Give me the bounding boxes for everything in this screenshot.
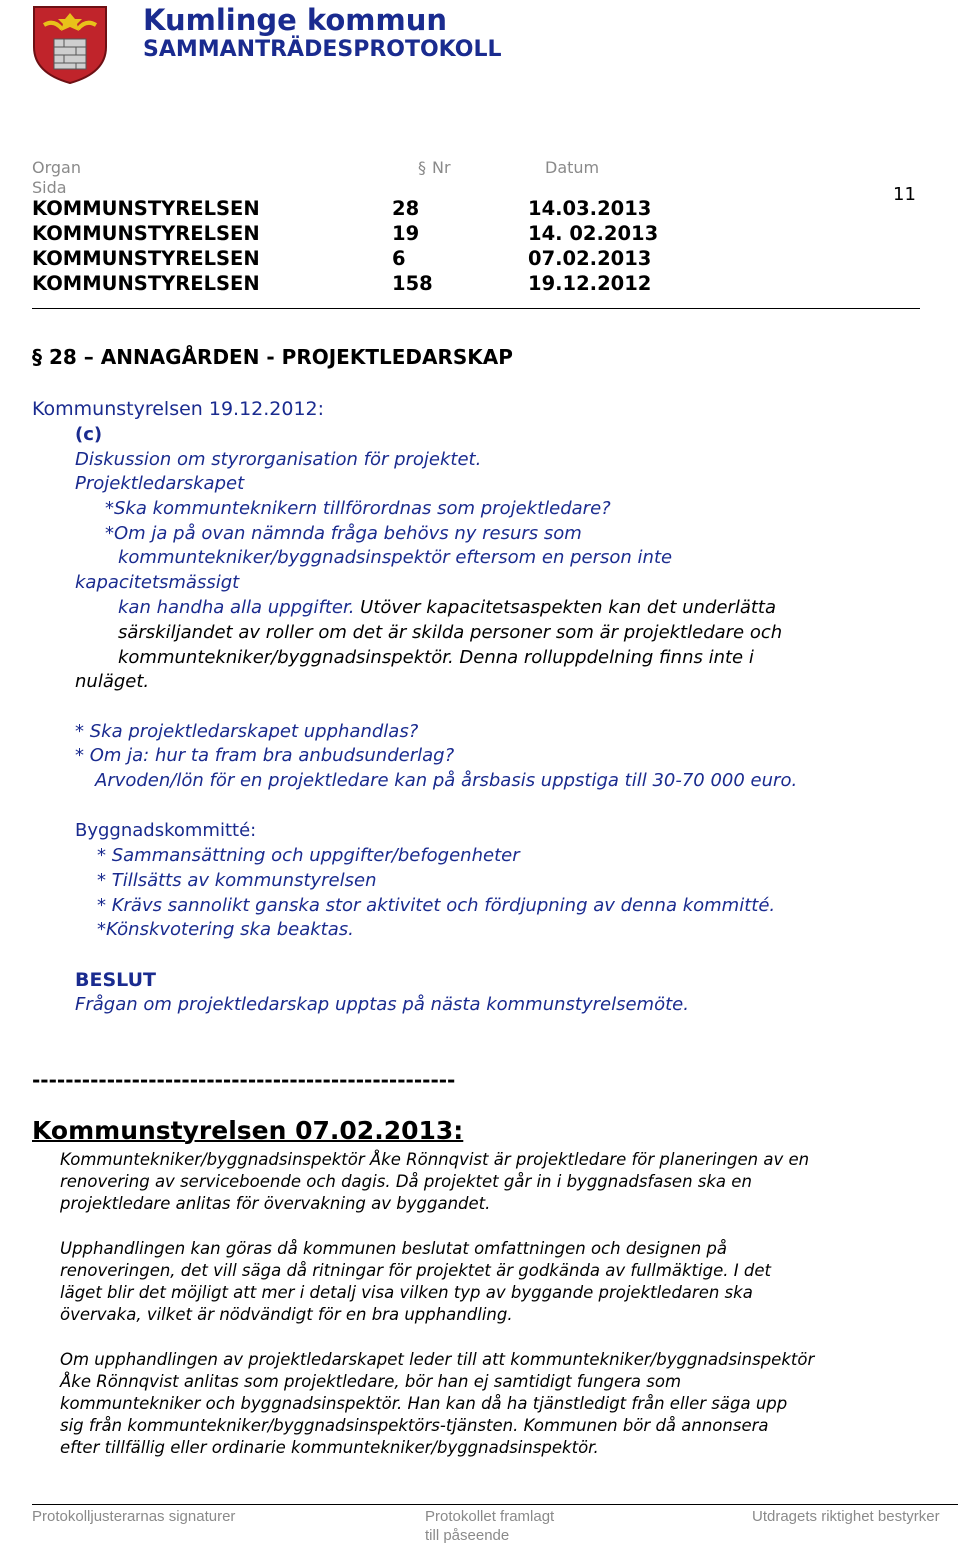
ks2013-line: projektledare anlitas för övervakning av byggandet. <box>60 1194 491 1213</box>
ks2013-line: Åke Rönnqvist anlitas som projektledare, bör han ej samtidigt fungera som <box>60 1372 682 1391</box>
ks2012-line: kapacitetsmässigt <box>75 572 240 593</box>
row-nr: 19 <box>392 222 420 245</box>
organ-label: Organ <box>32 158 81 177</box>
section-title: 28 – ANNAGÅRDEN - PROJEKTLEDARSKAP <box>48 345 513 369</box>
ks2012-line: Byggnadskommitté: <box>75 820 257 841</box>
ks2012-line: *Könskvotering ska beaktas. <box>97 919 354 940</box>
ks2012-line: * Om ja: hur ta fram bra anbudsunderlag? <box>75 745 455 766</box>
ks2012-line-part: Utöver kapacitetsaspekten kan det underlätta <box>360 597 776 618</box>
ks2013-title: Kommunstyrelsen 07.02.2013: <box>32 1116 464 1145</box>
row-organ: KOMMUNSTYRELSEN <box>32 222 260 245</box>
beslut-label: BESLUT <box>75 969 156 991</box>
ks2013-line: efter tillfällig eller ordinarie kommuntekniker/byggnadsinspektör. <box>60 1438 599 1457</box>
footer-utdrag: Utdragets riktighet bestyrker <box>752 1508 940 1525</box>
beslut-text: Frågan om projektledarskap upptas på nästa kommunstyrelsemöte. <box>75 994 689 1015</box>
ks2012-line <box>118 597 776 618</box>
ks2012-line: kommuntekniker/byggnadsinspektör eftersom en person inte <box>118 547 673 568</box>
row-nr: 6 <box>392 247 406 270</box>
section-heading <box>32 345 513 369</box>
ks2012-line: Projektledarskapet <box>75 473 245 494</box>
datum-label: Datum <box>545 158 600 177</box>
ks2012-line: * Tillsätts av kommunstyrelsen <box>97 870 377 891</box>
nr-label: Nr <box>432 158 451 177</box>
footer-framlagt: Protokollet framlagt <box>425 1508 555 1525</box>
row-organ: KOMMUNSTYRELSEN <box>32 272 260 295</box>
ks2013-line: Om upphandlingen av projektledarskapet leder till att kommuntekniker/byggnadsinspektör <box>60 1350 815 1369</box>
sida-label: Sida <box>32 178 67 197</box>
document-type: SAMMANTRÄDESPROTOKOLL <box>143 37 502 62</box>
ks2013-line: övervaka, vilket är nödvändigt för en bra upphandling. <box>60 1305 513 1324</box>
ks2012-line: särskiljandet av roller om det är skilda personer som är projektledare och <box>118 622 783 643</box>
ks2012-line: kommuntekniker/byggnadsinspektör. Denna rolluppdelning finns inte i <box>118 647 754 668</box>
ks2013-line: Kommuntekniker/byggnadsinspektör Åke Rönnqvist är projektledare för planeringen av en <box>60 1150 810 1169</box>
ks2012-line: * Sammansättning och uppgifter/befogenheter <box>97 845 520 866</box>
ks2013-line: kommuntekniker och byggnadsinspektör. Han kan då ha tjänstledigt från eller säga upp <box>60 1394 788 1413</box>
header-divider <box>32 308 920 309</box>
ks2012-title: Kommunstyrelsen 19.12.2012: <box>32 398 325 420</box>
ks2013-line: Upphandlingen kan göras då kommunen beslutat omfattningen och designen på <box>60 1239 728 1258</box>
ks2013-line: sig från kommuntekniker/byggnadsinspektörs-tjänsten. Kommunen bör då annonsera <box>60 1416 769 1435</box>
ks2012-line: *Om ja på ovan nämnda fråga behövs ny resurs som <box>105 523 582 544</box>
section-sign-icon: § <box>418 158 426 177</box>
ks2012-label-c: (c) <box>75 424 103 445</box>
ks2012-line: nuläget. <box>75 671 150 692</box>
ks2012-line: * Ska projektledarskapet upphandlas? <box>75 721 419 742</box>
municipal-coat-of-arms <box>30 3 110 85</box>
row-datum: 19.12.2012 <box>528 272 652 295</box>
footer-divider <box>32 1504 958 1505</box>
row-datum: 14. 02.2013 <box>528 222 659 245</box>
ks2012-line: Diskussion om styrorganisation för projektet. <box>75 449 482 470</box>
ks2013-line: renovering av serviceboende och dagis. Då projektet går in i byggnadsfasen ska en <box>60 1172 752 1191</box>
municipality-name: Kumlinge kommun <box>143 3 448 37</box>
row-organ: KOMMUNSTYRELSEN <box>32 197 260 220</box>
ks2012-line: Arvoden/lön för en projektledare kan på årsbasis uppstiga till 30-70 000 euro. <box>95 770 798 791</box>
dashed-separator: --------------------------------------------------- <box>32 1068 456 1092</box>
section-sign-icon: § <box>32 345 42 369</box>
ks2012-line-part: kan handha alla uppgifter. <box>118 597 355 618</box>
ks2012-line: * Krävs sannolikt ganska stor aktivitet och fördjupning av denna kommitté. <box>97 895 776 916</box>
row-datum: 14.03.2013 <box>528 197 652 220</box>
footer-framlagt-2: till påseende <box>425 1527 510 1544</box>
row-nr: 28 <box>392 197 420 220</box>
page-number: 11 <box>893 184 916 205</box>
ks2012-line: *Ska kommunteknikern tillförordnas som projektledare? <box>105 498 611 519</box>
row-organ: KOMMUNSTYRELSEN <box>32 247 260 270</box>
ks2013-line: renoveringen, det vill säga då ritningar för projektet är godkända av fullmäktige. I det <box>60 1261 771 1280</box>
row-nr: 158 <box>392 272 433 295</box>
footer-signatures: Protokolljusterarnas signaturer <box>32 1508 236 1525</box>
ks2013-line: läget blir det möjligt att mer i detalj visa vilken typ av byggande projektledaren ska <box>60 1283 753 1302</box>
row-datum: 07.02.2013 <box>528 247 652 270</box>
